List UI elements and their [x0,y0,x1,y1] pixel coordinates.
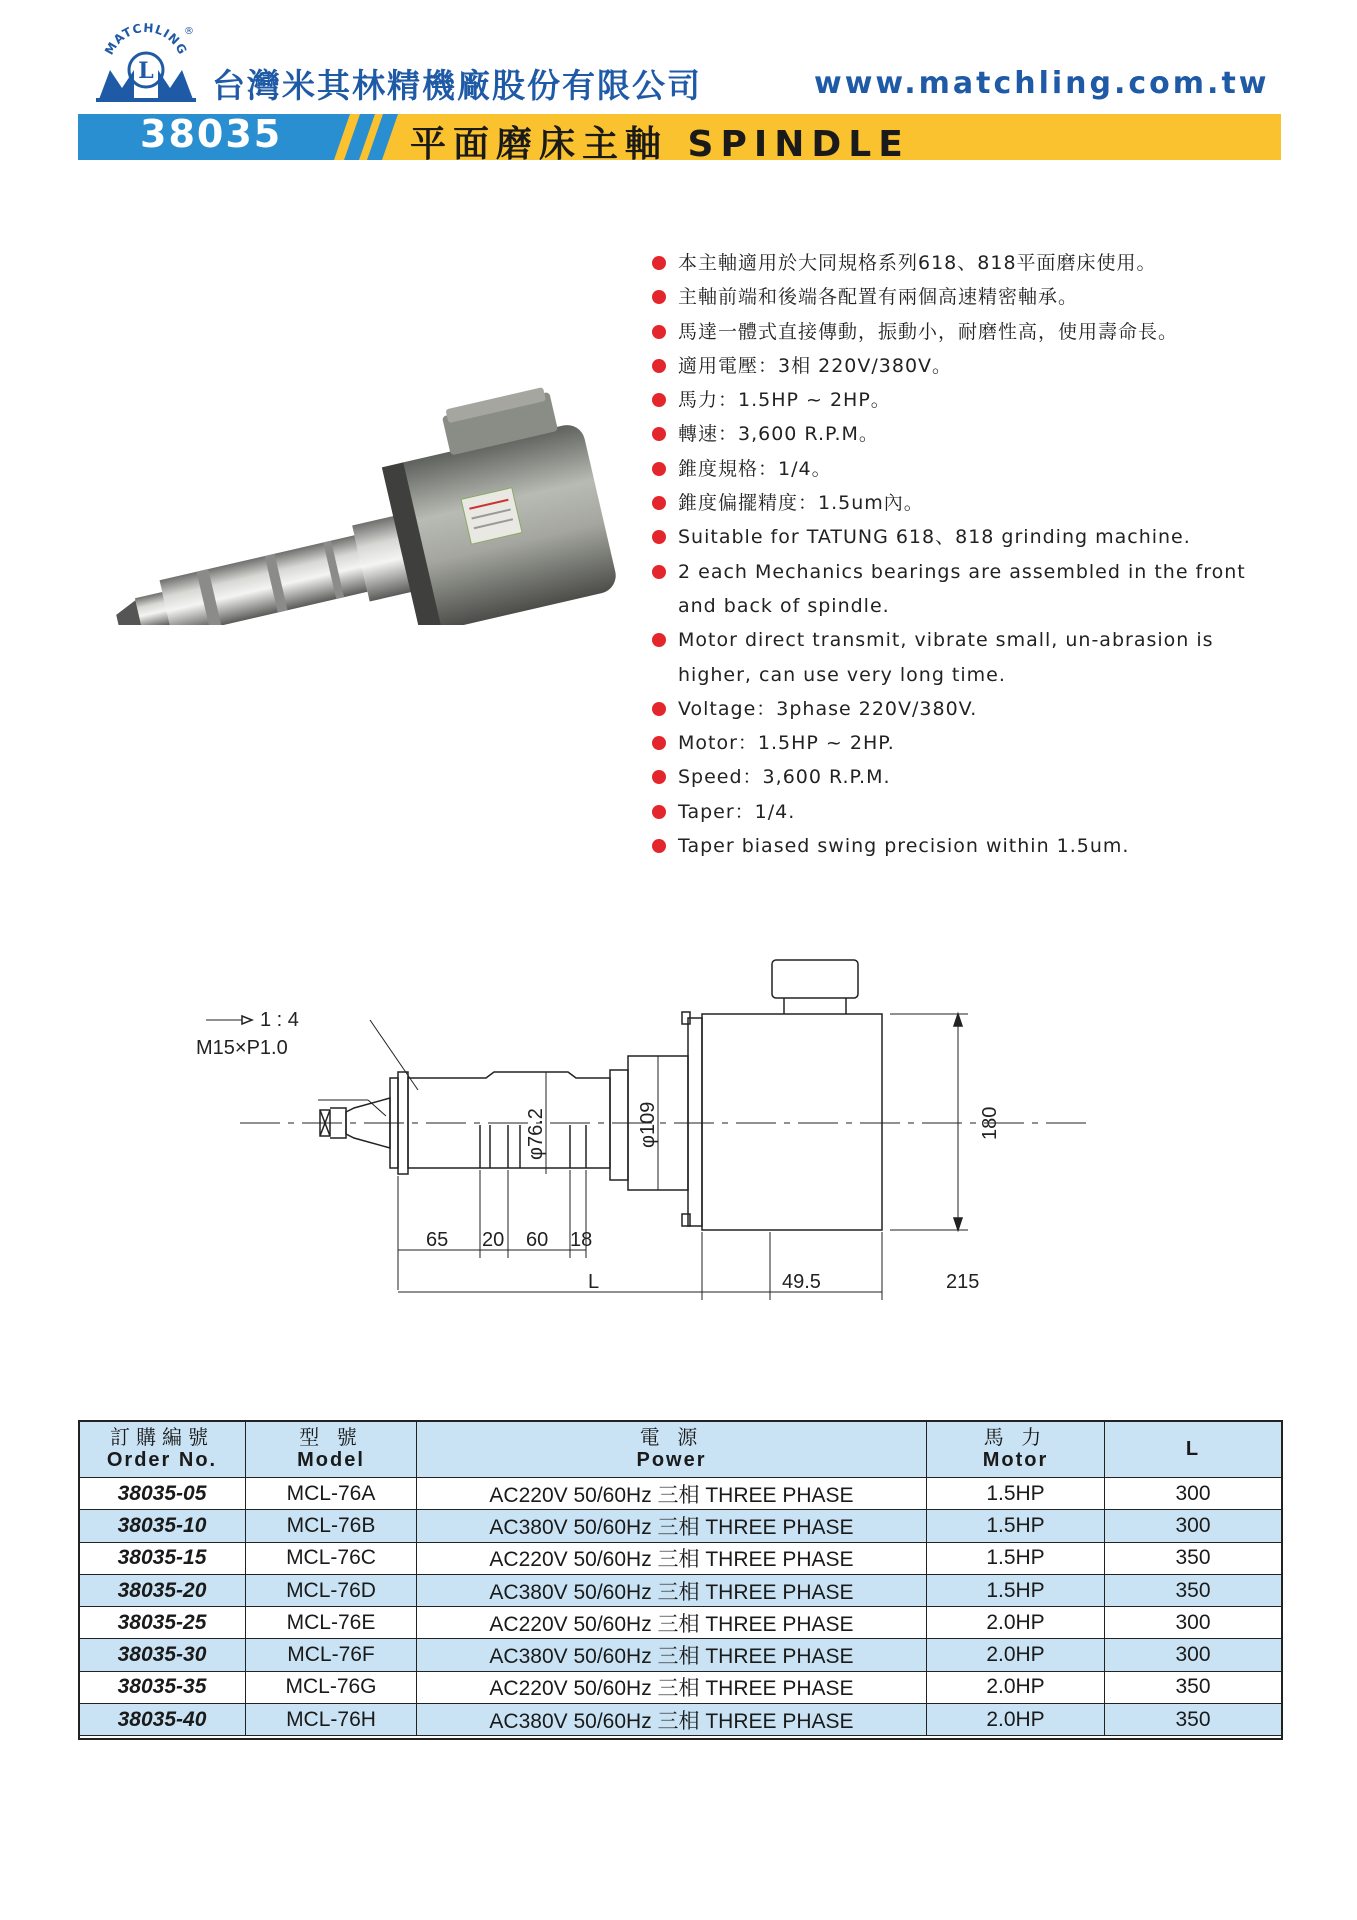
height-label: 180 [979,1106,1001,1140]
feature-item: Motor direct transmit, vibrate small, un-abrasion is higher, can use very long time. [648,623,1288,692]
svg-text:®: ® [184,26,194,37]
feature-item: 2 each Mechanics bearings are assembled in the front and back of spindle. [648,555,1288,624]
feature-item: 適用電壓：3相 220V/380V。 [648,349,1288,383]
bullet-icon [652,839,666,853]
table-row: 38035-15 MCL-76C AC220V 50/60Hz 三相 THREE PHASE 1.5HP 350 [79,1542,1282,1574]
feature-item: 錐度偏擺精度：1.5um內。 [648,486,1288,520]
table-header-row [79,1421,1282,1478]
feature-item: 錐度規格：1/4。 [648,452,1288,486]
feature-item: 轉速：3,600 R.P.M。 [648,417,1288,451]
feature-item: Voltage：3phase 220V/380V. [648,692,1288,726]
website-url[interactable]: www.matchling.com.tw [814,66,1270,101]
spec-table [78,1420,1282,1736]
feature-item: Speed：3,600 R.P.M. [648,760,1288,794]
product-title: 平面磨床主軸 SPINDLE [410,124,910,165]
feature-item: Taper biased swing precision within 1.5um. [648,829,1288,863]
bullet-icon [652,427,666,441]
bullet-icon [652,256,666,270]
svg-text:L: L [138,58,154,84]
dim-60: 60 [526,1229,549,1251]
col-l: L [1105,1421,1282,1478]
table-row: 38035-30 MCL-76F AC380V 50/60Hz 三相 THREE PHASE 2.0HP 300 [79,1639,1282,1671]
table-row: 38035-40 MCL-76H AC380V 50/60Hz 三相 THREE PHASE 2.0HP 350 [79,1704,1282,1736]
dim-20: 20 [482,1229,505,1251]
dim-l: L [588,1271,600,1293]
dim-49: 49.5 [782,1271,821,1293]
table-row: 38035-35 MCL-76G AC220V 50/60Hz 三相 THREE PHASE 2.0HP 350 [79,1671,1282,1703]
feature-item: Taper：1/4. [648,795,1288,829]
bullet-icon [652,805,666,819]
bullet-icon [652,702,666,716]
col-model: 型 號 Model [246,1421,417,1478]
dim-215: 215 [946,1271,980,1293]
logo-text: MATCHLING [102,22,191,58]
taper-label: 1 : 4 [260,1009,299,1031]
company-logo [96,22,196,102]
dim-65: 65 [426,1229,449,1251]
bullet-icon [652,462,666,476]
feature-item: 主軸前端和後端各配置有兩個高速精密軸承。 [648,280,1288,314]
bullet-icon [652,325,666,339]
col-order-no: 訂購編號 Order No. [79,1421,246,1478]
thread-label: M15×P1.0 [196,1037,288,1059]
feature-list [648,246,1288,863]
dimension-drawing [190,950,1190,1310]
table-row: 38035-20 MCL-76D AC380V 50/60Hz 三相 THREE PHASE 1.5HP 350 [79,1574,1282,1606]
feature-item: 馬力：1.5HP ~ 2HP。 [648,383,1288,417]
bullet-icon [652,393,666,407]
bullet-icon [652,290,666,304]
bullet-icon [652,530,666,544]
feature-item: 本主軸適用於大同規格系列618、818平面磨床使用。 [648,246,1288,280]
table-row: 38035-25 MCL-76E AC220V 50/60Hz 三相 THREE PHASE 2.0HP 300 [79,1607,1282,1639]
feature-item: Motor：1.5HP ~ 2HP. [648,726,1288,760]
bullet-icon [652,359,666,373]
bullet-icon [652,565,666,579]
dia-large-label: φ109 [637,1101,659,1148]
bullet-icon [652,496,666,510]
table-row: 38035-05 MCL-76A AC220V 50/60Hz 三相 THREE PHASE 1.5HP 300 [79,1478,1282,1510]
dia-small-label: φ76.2 [525,1108,547,1160]
col-motor: 馬 力 Motor [927,1421,1105,1478]
bullet-icon [652,736,666,750]
company-name: 台灣米其林精機廠股份有限公司 [212,66,702,105]
product-code: 38035 [140,112,283,156]
col-power: 電 源 Power [417,1421,927,1478]
table-row: 38035-10 MCL-76B AC380V 50/60Hz 三相 THREE PHASE 1.5HP 300 [79,1510,1282,1542]
feature-item: Suitable for TATUNG 618、818 grinding machine. [648,520,1288,554]
feature-item: 馬達一體式直接傳動，振動小，耐磨性高，使用壽命長。 [648,315,1288,349]
spindle-photo [90,385,650,625]
dim-18: 18 [570,1229,593,1251]
bullet-icon [652,770,666,784]
bullet-icon [652,633,666,647]
